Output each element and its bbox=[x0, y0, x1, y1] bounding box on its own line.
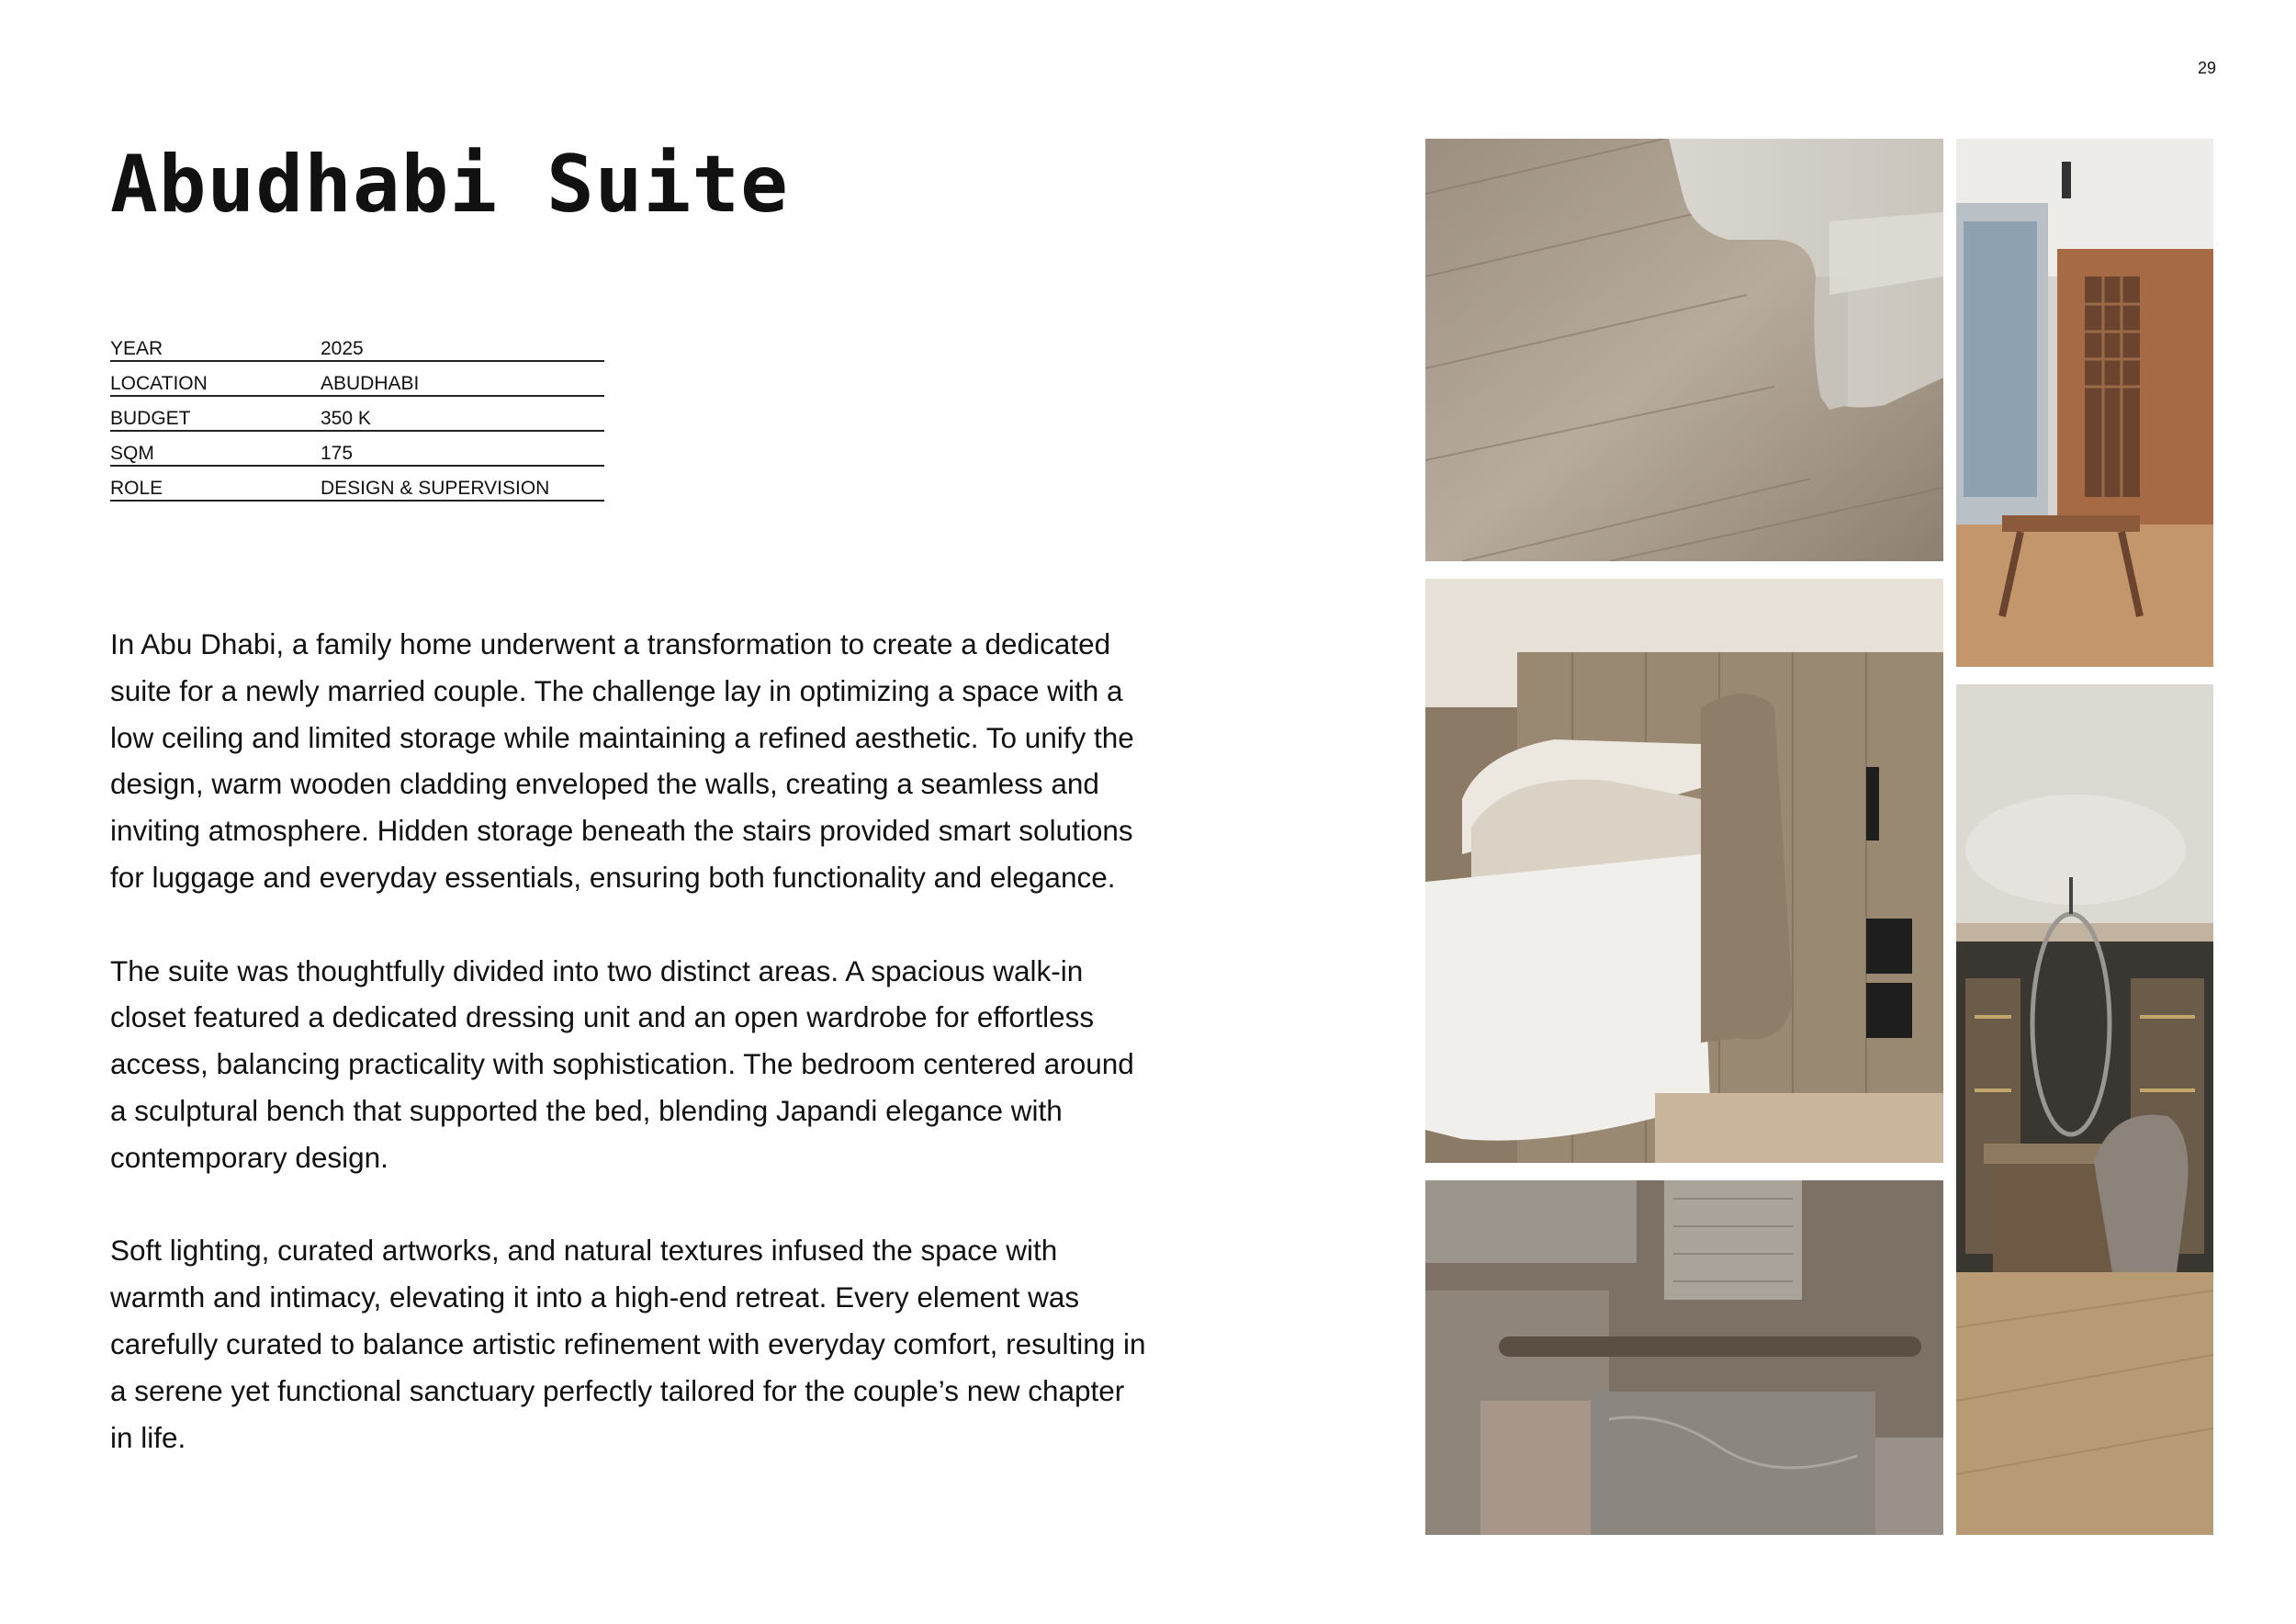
spec-label: SQM bbox=[110, 443, 154, 464]
spec-value: 175 bbox=[321, 443, 354, 464]
spec-value: 350 K bbox=[321, 408, 371, 429]
spec-row-sqm bbox=[110, 432, 604, 467]
photo-hallway-bench bbox=[1956, 139, 2213, 667]
spec-row-year bbox=[110, 329, 604, 362]
photo-material-samples bbox=[1425, 1180, 1943, 1535]
project-specs-table bbox=[110, 329, 604, 502]
photo-bedroom-bed bbox=[1425, 579, 1943, 1163]
spec-value: DESIGN & SUPERVISION bbox=[321, 478, 550, 499]
description-paragraph-2: The suite was thoughtfully divided into two distinct areas. A spacious walk-in closet featured a dedicated dressing unit and an open wardrobe for effortless access, balancing practicality with sophistication. The bedroom centered around a sculptural bench that supported the bed, blending Japandi elegance with contemporary design. bbox=[110, 953, 1134, 1174]
spec-value: 2025 bbox=[321, 338, 364, 359]
spec-label: LOCATION bbox=[110, 373, 208, 394]
spec-value: ABUDHABI bbox=[321, 373, 420, 394]
spec-label: YEAR bbox=[110, 338, 163, 359]
spec-label: BUDGET bbox=[110, 408, 191, 429]
description-paragraph-1: In Abu Dhabi, a family home underwent a transformation to create a dedicated suite for a newly married couple. The challenge lay in optimizing a space with a low ceiling and limited storage while maintaining a refined aesthetic. To unify the design, warm wooden cladding enveloped the walls, creating a seamless and inviting atmosphere. Hidden storage beneath the stairs provided smart solutions for luggage and everyday essentials, ensuring both functionality and elegance. bbox=[110, 627, 1134, 894]
spec-row-budget bbox=[110, 397, 604, 432]
project-description bbox=[110, 621, 1148, 1507]
spec-row-role bbox=[110, 467, 604, 502]
page-number: 29 bbox=[2197, 59, 2216, 77]
page-title: Abudhabi Suite bbox=[110, 139, 789, 231]
spec-row-location bbox=[110, 362, 604, 397]
description-paragraph-3: Soft lighting, curated artworks, and natural textures infused the space with warmth and intimacy, elevating it into a high-end retreat. Every element was carefully curated to balance artistic refinement with everyday comfort, resulting in a serene yet functional sanctuary perfectly tailored for the couple’s new chapter in life. bbox=[110, 1234, 1146, 1454]
spec-label: ROLE bbox=[110, 478, 163, 499]
photo-floor-sofa-detail bbox=[1425, 139, 1943, 561]
photo-dressing-area bbox=[1956, 684, 2213, 1535]
